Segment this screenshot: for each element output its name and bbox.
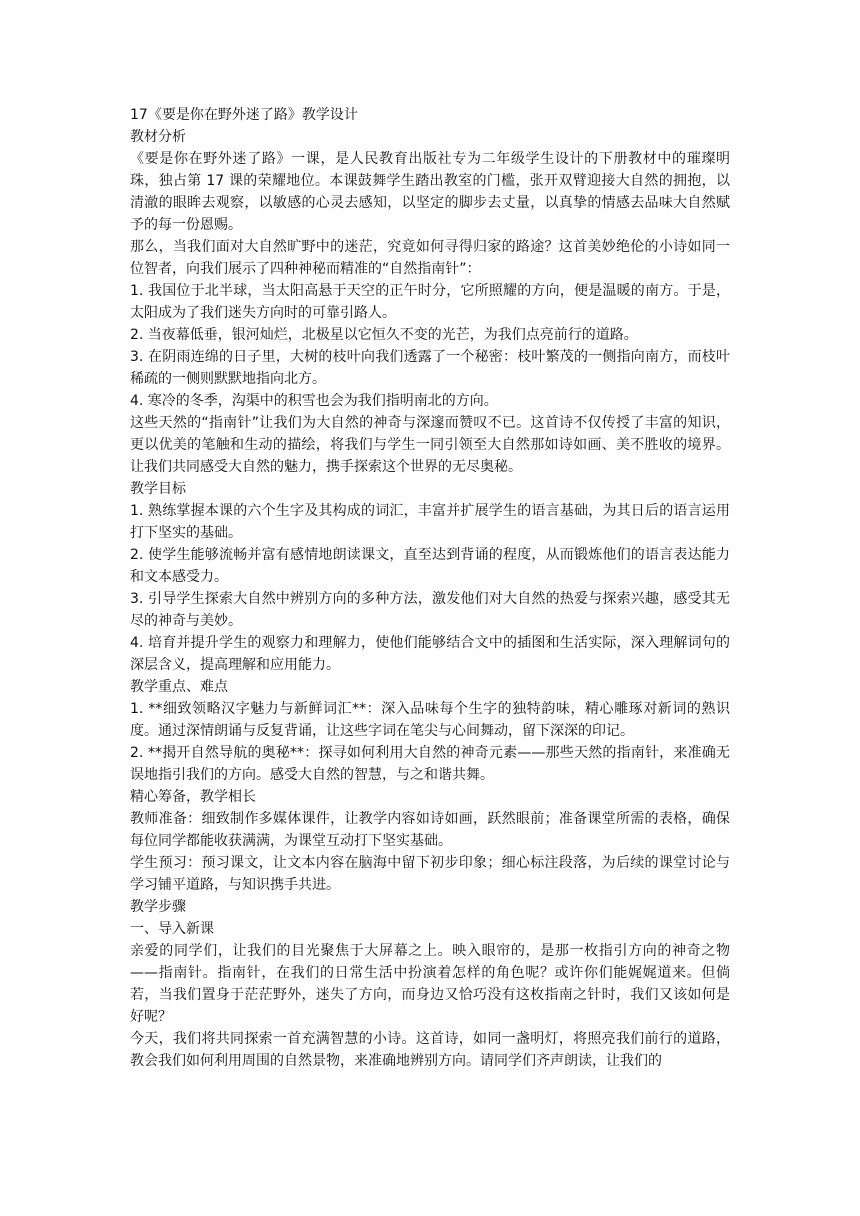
section-heading-textbook-analysis: 教材分析 xyxy=(130,129,186,145)
list-item-snow: 4. 寒冷的冬季，沟渠中的积雪也会为我们指明南北的方向。 xyxy=(130,393,498,409)
objective-item-4: 4. 培育并提升学生的观察力和理解力，使他们能够结合文中的插图和生活实际，深入理解词句的深层含义，提高理解和应用能力。 xyxy=(130,635,730,673)
step-heading-intro: 一、导入新课 xyxy=(130,921,214,937)
document-page xyxy=(130,104,730,1072)
paragraph-summary: 这些天然的“指南针”让我们为大自然的神奇与深邃而赞叹不已。这首诗不仅传授了丰富的知识，更以优美的笔触和生动的描绘，将我们与学生一同引领至大自然那如诗如画、美不胜收的境界。让我们共同感受大自然的魅力，携手探索这个世界的无尽奥秘。 xyxy=(130,415,730,475)
section-heading-preparation: 精心筹备，教学相长 xyxy=(130,789,256,805)
paragraph-teacher-prep: 教师准备：细致制作多媒体课件，让教学内容如诗如画，跃然眼前；准备课堂所需的表格，确保每位同学都能收获满满，为课堂互动打下坚实基础。 xyxy=(130,811,730,849)
document-title: 17《要是你在野外迷了路》教学设计 xyxy=(130,107,358,123)
list-item-sun: 1. 我国位于北半球，当太阳高悬于天空的正午时分，它所照耀的方向，便是温暖的南方。于是，太阳成为了我们迷失方向时的可靠引路人。 xyxy=(130,283,730,321)
section-heading-key-points: 教学重点、难点 xyxy=(130,679,228,695)
section-heading-steps: 教学步骤 xyxy=(130,899,186,915)
paragraph-student-prep: 学生预习：预习课文，让文本内容在脑海中留下初步印象；细心标注段落，为后续的课堂讨论与学习铺平道路，与知识携手共进。 xyxy=(130,855,730,893)
section-heading-objectives: 教学目标 xyxy=(130,481,186,497)
paragraph-intro: 《要是你在野外迷了路》一课，是人民教育出版社专为二年级学生设计的下册教材中的璀璨明珠，独占第 17 课的荣耀地位。本课鼓舞学生踏出教室的门槛，张开双臂迎接大自然的拥抱，以清澈的眼眸去观察，以敏感的心灵去感知，以坚定的脚步去丈量，以真挚的情感去品味大自然赋予的每一份恩赐。 xyxy=(130,151,730,233)
objective-item-1: 1. 熟练掌握本课的六个生字及其构成的词汇，丰富并扩展学生的语言基础，为其日后的语言运用打下坚实的基础。 xyxy=(130,503,730,541)
objective-item-2: 2. 使学生能够流畅并富有感情地朗读课文，直至达到背诵的程度，从而锻炼他们的语言表达能力和文本感受力。 xyxy=(130,547,730,585)
paragraph-intro-poem: 今天，我们将共同探索一首充满智慧的小诗。这首诗，如同一盏明灯，将照亮我们前行的道路，教会我们如何利用周围的自然景物，来准确地辨别方向。请同学们齐声朗读，让我们的 xyxy=(130,1031,730,1069)
paragraph-question: 那么，当我们面对大自然旷野中的迷茫，究竟如何寻得归家的路途？这首美妙绝伦的小诗如同一位智者，向我们展示了四种神秘而精准的“自然指南针”： xyxy=(130,239,730,277)
list-item-north-star: 2. 当夜幕低垂，银河灿烂，北极星以它恒久不变的光芒，为我们点亮前行的道路。 xyxy=(130,327,638,343)
objective-item-3: 3. 引导学生探索大自然中辨别方向的多种方法，激发他们对大自然的热爱与探索兴趣，感受其无尽的神奇与美妙。 xyxy=(130,591,730,629)
list-item-tree: 3. 在阴雨连绵的日子里，大树的枝叶向我们透露了一个秘密：枝叶繁茂的一侧指向南方，而枝叶稀疏的一侧则默默地指向北方。 xyxy=(130,349,730,387)
key-point-item-2: 2. **揭开自然导航的奥秘**：探寻如何利用大自然的神奇元素——那些天然的指南针，来准确无误地指引我们的方向。感受大自然的智慧，与之和谐共舞。 xyxy=(130,745,730,783)
paragraph-intro-compass: 亲爱的同学们，让我们的目光聚焦于大屏幕之上。映入眼帘的，是那一枚指引方向的神奇之物——指南针。指南针，在我们的日常生活中扮演着怎样的角色呢？或许你们能娓娓道来。但倘若，当我们置身于茫茫野外，迷失了方向，而身边又恰巧没有这枚指南之针时，我们又该如何是好呢？ xyxy=(130,943,730,1025)
key-point-item-1: 1. **细致领略汉字魅力与新鲜词汇**：深入品味每个生字的独特韵味，精心雕琢对新词的熟识度。通过深情朗诵与反复背诵，让这些字词在笔尖与心间舞动，留下深深的印记。 xyxy=(130,701,730,739)
